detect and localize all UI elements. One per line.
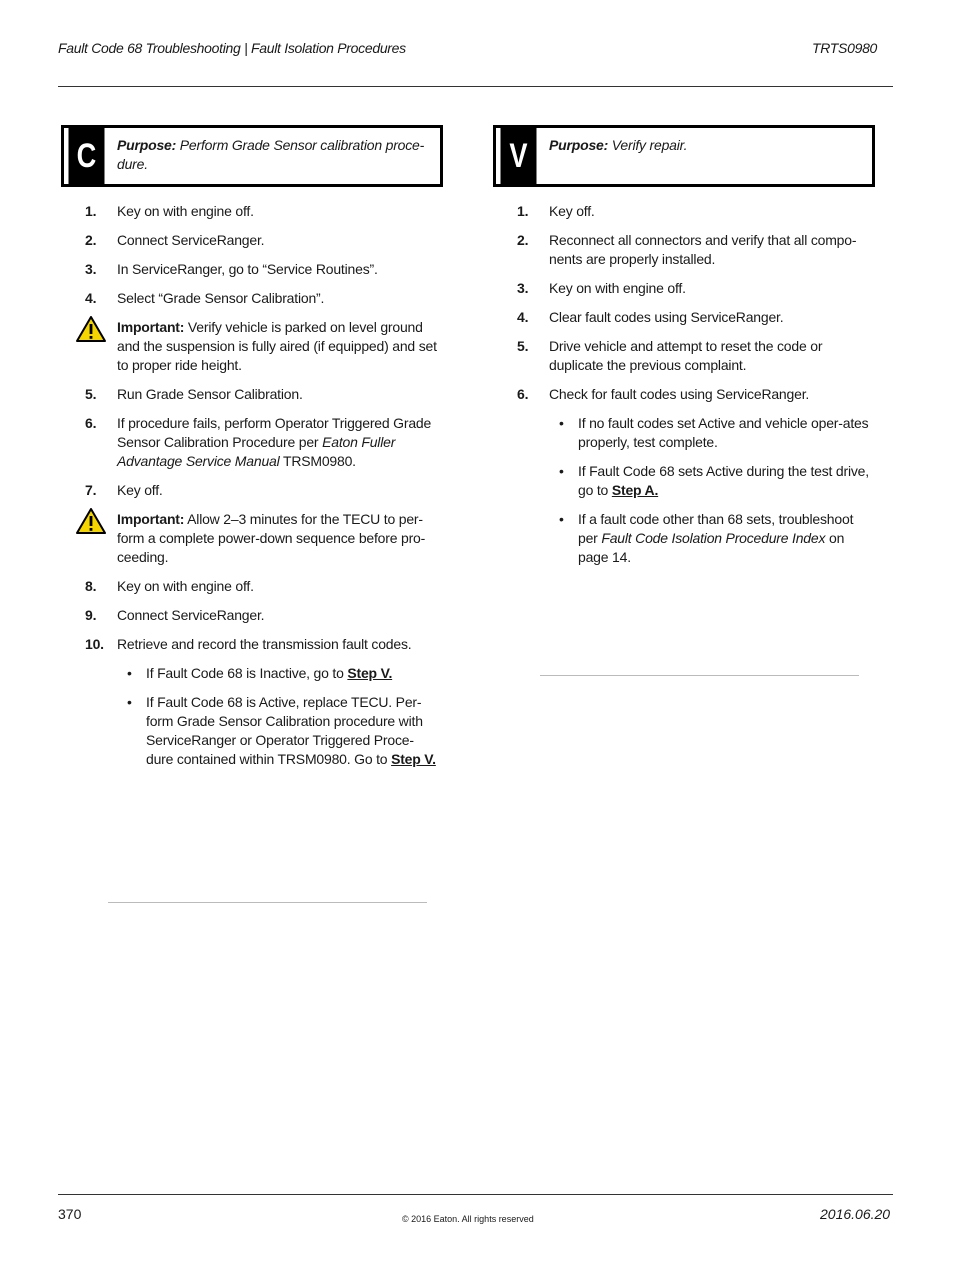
- column-end-rule: [108, 902, 427, 903]
- step-c-letter: C: [69, 128, 105, 184]
- header-title: Fault Code 68 Troubleshooting | Fault Isolation Procedures: [58, 40, 406, 56]
- list-item: 8. Key on with engine off.: [85, 578, 254, 594]
- list-item: 6. Check for fault codes using ServiceRanger.: [517, 386, 810, 402]
- warning-icon: [75, 315, 107, 343]
- publication-date: 2016.06.20: [820, 1206, 891, 1222]
- list-item: 4. Select “Grade Sensor Calibration”.: [85, 290, 325, 306]
- column-end-rule: [540, 675, 859, 676]
- list-item: 5. Drive vehicle and attempt to reset the code or duplicate the previous complaint.: [517, 338, 823, 373]
- list-item: 9. Connect ServiceRanger.: [85, 607, 265, 623]
- list-item: 5. Run Grade Sensor Calibration.: [85, 386, 303, 402]
- list-item: • If Fault Code 68 is Inactive, go to Step V.: [127, 665, 393, 681]
- footer-rule: [58, 1194, 893, 1195]
- important-note: Important: Allow 2–3 minutes for the TECU to per-form a complete power-down sequence before pro-ceeding.: [61, 510, 441, 567]
- step-v-letter: V: [501, 128, 537, 184]
- step-v-procedure: [493, 202, 873, 577]
- list-item: • If Fault Code 68 sets Active during the test drive, go to Step A.: [559, 463, 869, 498]
- step-v-link[interactable]: Step V.: [391, 751, 436, 767]
- copyright: © 2016 Eaton. All rights reserved: [402, 1214, 534, 1224]
- list-item: 3. In ServiceRanger, go to “Service Routines”.: [85, 261, 378, 277]
- step-c-purpose: [117, 136, 432, 174]
- list-item: 3. Key on with engine off.: [517, 280, 686, 296]
- step-c-procedure: [61, 202, 441, 779]
- list-item: 4. Clear fault codes using ServiceRanger.: [517, 309, 784, 325]
- step-a-link[interactable]: Step A.: [611, 482, 659, 498]
- important-note: Important: Verify vehicle is parked on level ground and the suspension is fully aired (if equipped) and set to proper ride height.: [61, 318, 441, 375]
- list-item: • If Fault Code 68 is Active, replace TECU. Per-form Grade Sensor Calibration procedure with ServiceRanger or Operator Triggered Proce-dure contained within TRSM0980. Go to Step V.: [127, 694, 436, 767]
- list-item: 10. Retrieve and record the transmission fault codes.: [85, 636, 412, 652]
- page-number: 370: [58, 1206, 82, 1222]
- list-item: 1. Key on with engine off.: [85, 203, 254, 219]
- list-item: • If no fault codes set Active and vehicle oper-ates properly, test complete.: [559, 415, 869, 450]
- purpose-text: Perform Grade Sensor calibration proce-dure.: [117, 137, 425, 172]
- warning-icon: [75, 507, 107, 535]
- list-item: 6. If procedure fails, perform Operator Triggered Grade Sensor Calibration Procedure per Eaton Fuller Advantage Service Manual TRSM0980.: [85, 415, 432, 469]
- list-item: • If a fault code other than 68 sets, troubleshoot per Fault Code Isolation Procedure Index on page 14.: [559, 511, 854, 565]
- purpose-label: Purpose:: [117, 137, 177, 153]
- step-c-header: [61, 125, 443, 187]
- list-item: 2. Reconnect all connectors and verify that all compo-nents are properly installed.: [517, 232, 857, 267]
- list-item: 2. Connect ServiceRanger.: [85, 232, 265, 248]
- step-v-purpose: [549, 136, 864, 155]
- step-v-link[interactable]: Step V.: [347, 665, 393, 681]
- list-item: 7. Key off.: [85, 482, 163, 498]
- header-rule: [58, 86, 893, 87]
- document-code: TRTS0980: [812, 40, 878, 56]
- purpose-text: Verify repair.: [611, 137, 688, 153]
- list-item: 1. Key off.: [517, 203, 595, 219]
- purpose-label: Purpose:: [549, 137, 609, 153]
- step-v-header: [493, 125, 875, 187]
